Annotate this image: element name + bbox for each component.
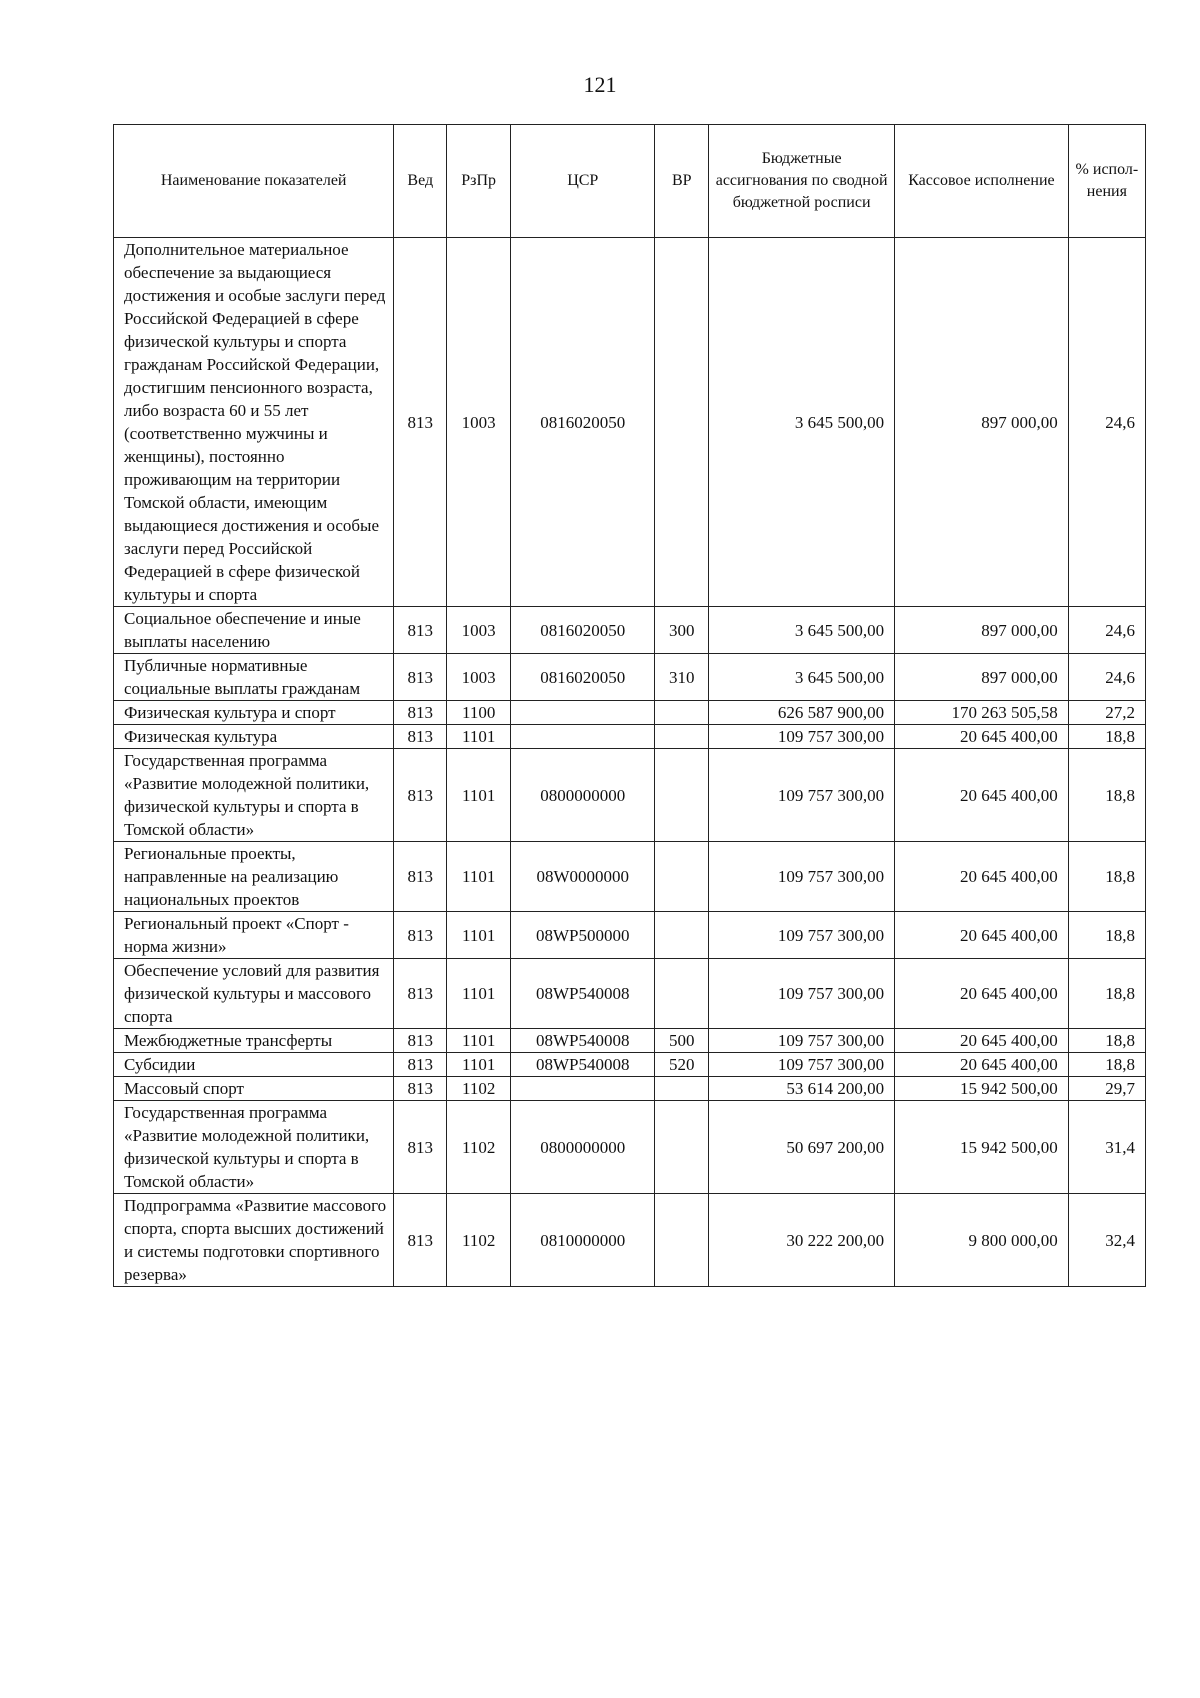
cell-pct: 24,6 — [1068, 607, 1145, 654]
cell-vr — [655, 701, 709, 725]
cell-cash: 170 263 505,58 — [895, 701, 1069, 725]
cell-name: Субсидии — [114, 1053, 394, 1077]
cell-csr: 0816020050 — [511, 654, 655, 701]
cell-rzpr: 1101 — [447, 749, 511, 842]
cell-budget: 3 645 500,00 — [709, 238, 895, 607]
cell-pct: 29,7 — [1068, 1077, 1145, 1101]
cell-csr: 0816020050 — [511, 607, 655, 654]
header-budget: Бюджетные ассигнования по сводной бюджетной росписи — [709, 125, 895, 238]
cell-vr — [655, 842, 709, 912]
table-row — [114, 654, 1146, 701]
table-row — [114, 701, 1146, 725]
table-row — [114, 1101, 1146, 1194]
cell-vr: 310 — [655, 654, 709, 701]
cell-pct: 31,4 — [1068, 1101, 1145, 1194]
cell-rzpr: 1101 — [447, 725, 511, 749]
header-ved: Вед — [394, 125, 447, 238]
cell-name: Подпрограмма «Развитие массового спорта, спорта высших достижений и системы подготовки спортивного резерва» — [114, 1194, 394, 1287]
cell-ved: 813 — [394, 959, 447, 1029]
cell-vr: 300 — [655, 607, 709, 654]
cell-cash: 20 645 400,00 — [895, 1053, 1069, 1077]
table-row — [114, 725, 1146, 749]
table-header-row — [114, 125, 1146, 238]
cell-csr: 0800000000 — [511, 749, 655, 842]
table-row — [114, 959, 1146, 1029]
table-row — [114, 842, 1146, 912]
cell-cash: 20 645 400,00 — [895, 1029, 1069, 1053]
header-rzpr: РзПр — [447, 125, 511, 238]
cell-ved: 813 — [394, 842, 447, 912]
cell-name: Дополнительное материальное обеспечение за выдающиеся достижения и особые заслуги перед Российской Федерацией в сфере физической культуры и спорта гражданам Российской Федерации, достигшим пенсионного возраста, либо возраста 60 и 55 лет (соответственно мужчины и женщины), постоянно проживающим на территории Томской области, имеющим выдающиеся достижения и особые заслуги перед Российской Федерацией в сфере физической культуры и спорта — [114, 238, 394, 607]
cell-vr — [655, 959, 709, 1029]
cell-csr — [511, 1077, 655, 1101]
table-row — [114, 1053, 1146, 1077]
cell-budget: 109 757 300,00 — [709, 1053, 895, 1077]
cell-cash: 9 800 000,00 — [895, 1194, 1069, 1287]
table-row — [114, 749, 1146, 842]
cell-pct: 18,8 — [1068, 959, 1145, 1029]
table-row — [114, 607, 1146, 654]
cell-vr — [655, 1101, 709, 1194]
cell-pct: 18,8 — [1068, 725, 1145, 749]
cell-budget: 109 757 300,00 — [709, 1029, 895, 1053]
cell-rzpr: 1101 — [447, 959, 511, 1029]
cell-name: Государственная программа «Развитие молодежной политики, физической культуры и спорта в Томской области» — [114, 749, 394, 842]
header-cash: Кассовое исполнение — [895, 125, 1069, 238]
cell-budget: 109 757 300,00 — [709, 725, 895, 749]
table-body — [114, 238, 1146, 1287]
cell-csr: 0810000000 — [511, 1194, 655, 1287]
cell-cash: 20 645 400,00 — [895, 725, 1069, 749]
cell-csr: 08WP540008 — [511, 1029, 655, 1053]
cell-rzpr: 1003 — [447, 238, 511, 607]
cell-pct: 18,8 — [1068, 912, 1145, 959]
cell-pct: 24,6 — [1068, 238, 1145, 607]
cell-ved: 813 — [394, 1194, 447, 1287]
cell-pct: 18,8 — [1068, 842, 1145, 912]
cell-cash: 15 942 500,00 — [895, 1077, 1069, 1101]
cell-ved: 813 — [394, 725, 447, 749]
cell-budget: 53 614 200,00 — [709, 1077, 895, 1101]
cell-budget: 3 645 500,00 — [709, 654, 895, 701]
cell-vr — [655, 725, 709, 749]
cell-rzpr: 1003 — [447, 654, 511, 701]
cell-pct: 18,8 — [1068, 749, 1145, 842]
cell-pct: 32,4 — [1068, 1194, 1145, 1287]
cell-ved: 813 — [394, 749, 447, 842]
budget-execution-table — [113, 124, 1146, 1287]
cell-vr — [655, 749, 709, 842]
cell-csr: 08W0000000 — [511, 842, 655, 912]
table-row — [114, 912, 1146, 959]
cell-name: Межбюджетные трансферты — [114, 1029, 394, 1053]
cell-csr: 0800000000 — [511, 1101, 655, 1194]
cell-rzpr: 1100 — [447, 701, 511, 725]
cell-rzpr: 1102 — [447, 1101, 511, 1194]
cell-cash: 20 645 400,00 — [895, 842, 1069, 912]
cell-ved: 813 — [394, 1077, 447, 1101]
cell-csr: 08WP540008 — [511, 1053, 655, 1077]
cell-name: Государственная программа «Развитие молодежной политики, физической культуры и спорта в Томской области» — [114, 1101, 394, 1194]
cell-pct: 18,8 — [1068, 1029, 1145, 1053]
page-number: 121 — [583, 72, 617, 97]
cell-csr — [511, 701, 655, 725]
cell-csr: 08WP500000 — [511, 912, 655, 959]
cell-name: Региональные проекты, направленные на реализацию национальных проектов — [114, 842, 394, 912]
header-pct: % испол-нения — [1068, 125, 1145, 238]
cell-budget: 109 757 300,00 — [709, 749, 895, 842]
cell-budget: 3 645 500,00 — [709, 607, 895, 654]
cell-ved: 813 — [394, 607, 447, 654]
cell-rzpr: 1101 — [447, 1053, 511, 1077]
cell-cash: 20 645 400,00 — [895, 912, 1069, 959]
cell-rzpr: 1101 — [447, 1029, 511, 1053]
cell-cash: 15 942 500,00 — [895, 1101, 1069, 1194]
cell-ved: 813 — [394, 701, 447, 725]
cell-budget: 109 757 300,00 — [709, 912, 895, 959]
cell-ved: 813 — [394, 238, 447, 607]
table-row — [114, 1194, 1146, 1287]
cell-name: Обеспечение условий для развития физической культуры и массового спорта — [114, 959, 394, 1029]
cell-budget: 30 222 200,00 — [709, 1194, 895, 1287]
cell-vr — [655, 912, 709, 959]
cell-vr: 520 — [655, 1053, 709, 1077]
cell-pct: 24,6 — [1068, 654, 1145, 701]
cell-csr — [511, 725, 655, 749]
cell-budget: 109 757 300,00 — [709, 842, 895, 912]
header-vr: ВР — [655, 125, 709, 238]
cell-ved: 813 — [394, 1029, 447, 1053]
cell-cash: 897 000,00 — [895, 607, 1069, 654]
table-row — [114, 1029, 1146, 1053]
cell-rzpr: 1003 — [447, 607, 511, 654]
cell-pct: 27,2 — [1068, 701, 1145, 725]
cell-vr: 500 — [655, 1029, 709, 1053]
cell-budget: 626 587 900,00 — [709, 701, 895, 725]
cell-csr: 08WP540008 — [511, 959, 655, 1029]
cell-name: Массовый спорт — [114, 1077, 394, 1101]
cell-rzpr: 1101 — [447, 912, 511, 959]
cell-budget: 109 757 300,00 — [709, 959, 895, 1029]
cell-vr — [655, 1194, 709, 1287]
cell-vr — [655, 238, 709, 607]
header-name: Наименование показателей — [114, 125, 394, 238]
cell-ved: 813 — [394, 1053, 447, 1077]
cell-ved: 813 — [394, 912, 447, 959]
cell-name: Публичные нормативные социальные выплаты гражданам — [114, 654, 394, 701]
cell-name: Физическая культура — [114, 725, 394, 749]
cell-vr — [655, 1077, 709, 1101]
cell-name: Физическая культура и спорт — [114, 701, 394, 725]
table-row — [114, 238, 1146, 607]
cell-rzpr: 1101 — [447, 842, 511, 912]
table-row — [114, 1077, 1146, 1101]
cell-csr: 0816020050 — [511, 238, 655, 607]
cell-cash: 897 000,00 — [895, 654, 1069, 701]
cell-pct: 18,8 — [1068, 1053, 1145, 1077]
cell-budget: 50 697 200,00 — [709, 1101, 895, 1194]
cell-rzpr: 1102 — [447, 1194, 511, 1287]
header-csr: ЦСР — [511, 125, 655, 238]
cell-cash: 20 645 400,00 — [895, 959, 1069, 1029]
cell-name: Социальное обеспечение и иные выплаты населению — [114, 607, 394, 654]
cell-ved: 813 — [394, 654, 447, 701]
cell-rzpr: 1102 — [447, 1077, 511, 1101]
cell-name: Региональный проект «Спорт - норма жизни» — [114, 912, 394, 959]
cell-cash: 20 645 400,00 — [895, 749, 1069, 842]
cell-ved: 813 — [394, 1101, 447, 1194]
cell-cash: 897 000,00 — [895, 238, 1069, 607]
